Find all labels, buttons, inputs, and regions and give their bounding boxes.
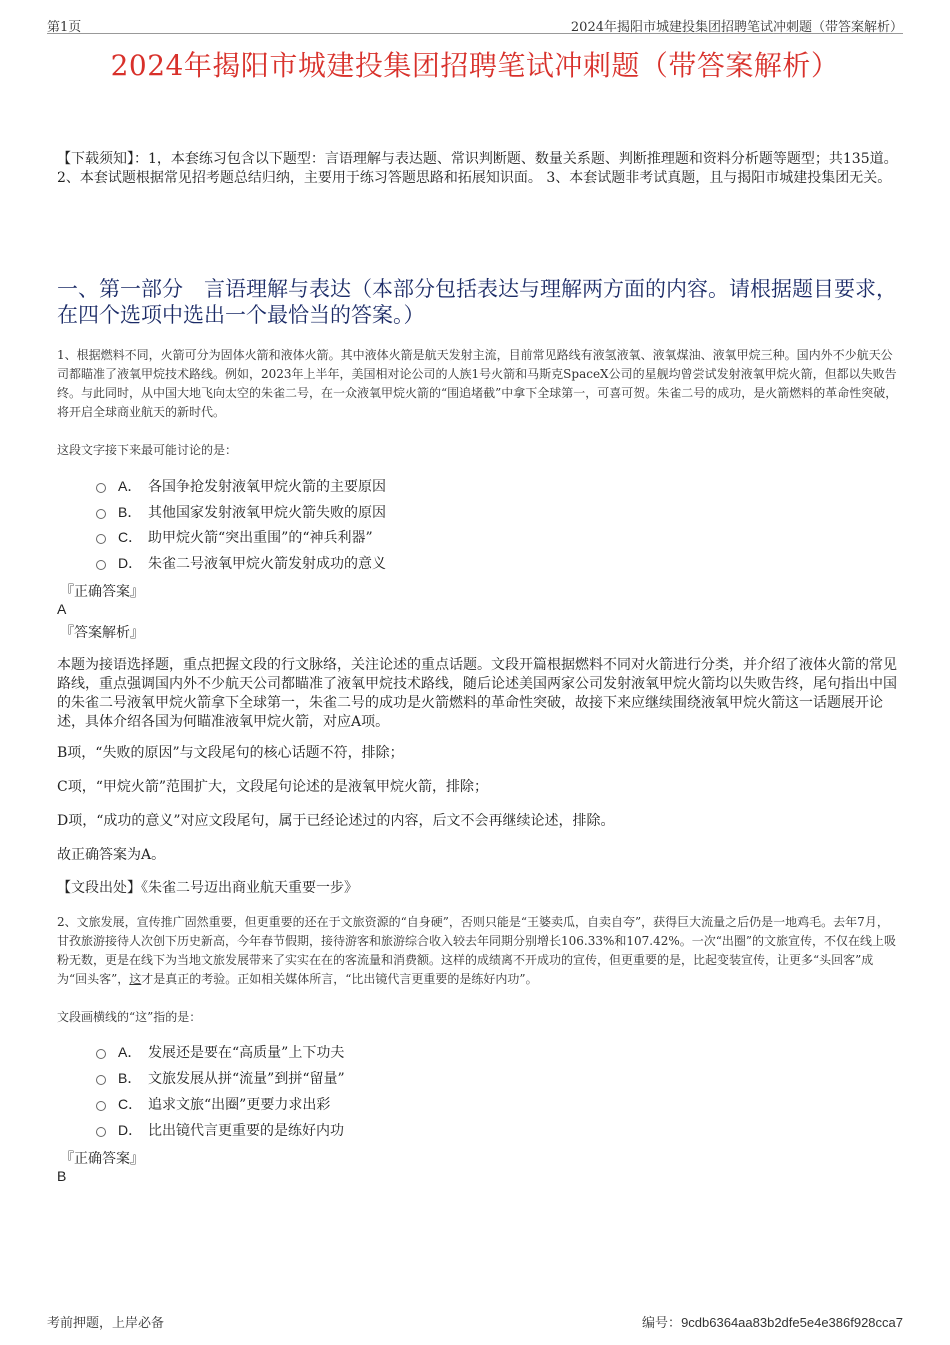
q1-source: 【文段出处】《朱雀二号迈出商业航天重要一步》 — [57, 880, 358, 896]
q1-analysis-d: D项，“成功的意义”对应文段尾句，属于已经论述过的内容，后文不会再继续论述，排除。 — [57, 813, 615, 829]
radio-icon[interactable] — [96, 483, 106, 493]
header-doc-title: 2024年揭阳市城建投集团招聘笔试冲刺题（带答案解析） — [570, 20, 903, 35]
q1-option-d[interactable]: D． 朱雀二号液氧甲烷火箭发射成功的意义 — [96, 553, 386, 573]
q1-analysis: 本题为接语选择题，重点把握文段的行文脉络，关注论述的重点话题。文段开篇根据燃料不同对火箭进行分类，并介绍了液体火箭的常见路线，重点强调国内外不少航天公司都瞄准了液氧甲烷技术路线，随后论述美国两家公司发射液氧甲烷火箭均以失败告终，尾句指出中国的朱雀二号液氧甲烷火箭拿下全球第一，朱雀二号的成功是火箭燃料的革命性突破，故接下来应继续围绕液氧甲烷火箭这一话题展开论述，具体介绍各国为何瞄准液氧甲烷火箭，对应A项。 — [57, 657, 897, 730]
q2-option-c[interactable]: C． 追求文旅“出圈”更要力求出彩 — [96, 1094, 330, 1114]
radio-icon[interactable] — [96, 1049, 106, 1059]
q1-analysis-b: B项，“失败的原因”与文段尾句的核心话题不符，排除； — [57, 745, 404, 761]
download-notice: 【下载须知】：1，本套练习包含以下题型：言语理解与表达题、常识判断题、数量关系题、判断推理题和资料分析题等题型；共135道。 2、本套试题根据常见招考题总结归纳，主要用于练习答题思路和拓展知识面。 3、本套试题非考试真题，且与揭阳市城建投集团无关。 — [57, 151, 898, 186]
q2-question: 文段画横线的“这”指的是： — [57, 1010, 202, 1024]
q1-option-b[interactable]: B． 其他国家发射液氧甲烷火箭失败的原因 — [96, 502, 386, 522]
radio-icon[interactable] — [96, 1101, 106, 1111]
q1-question: 这段文字接下来最可能讨论的是： — [57, 443, 238, 457]
q2-underlined-word: 这 — [129, 972, 142, 986]
footer-slogan: 考前押题，上岸必备 — [47, 1316, 165, 1331]
page-title: 2024年揭阳市城建投集团招聘笔试冲刺题（带答案解析） — [110, 49, 840, 82]
q2-option-b[interactable]: B． 文旅发展从拼“流量”到拼“留量” — [96, 1068, 345, 1088]
q1-analysis-label: 『答案解析』 — [60, 625, 144, 641]
q1-option-c[interactable]: C． 助甲烷火箭“突出重围”的“神兵利器” — [96, 527, 373, 547]
q2-option-a[interactable]: A． 发展还是要在“高质量”上下功夫 — [96, 1042, 344, 1062]
footer-code: 编号：9cdb6364aa83b2dfe5e4e386f928cca7 — [642, 1315, 903, 1331]
q1-option-a[interactable]: A． 各国争抢发射液氧甲烷火箭的主要原因 — [96, 476, 386, 496]
q2-passage: 2、文旅发展，宣传推广固然重要，但更重要的还在于文旅资源的“自身硬”，否则只能是“王婆卖瓜，自卖自夸”，获得巨大流量之后仍是一地鸡毛。去年7月，甘孜旅游接待人次创下历史新高，今年春节假期，接待游客和旅游综合收入较去年同期分别增长106.33%和107.42%。一次“出圈”的文旅宣传，不仅在线上吸粉无数，更是在线下为当地文旅发展带来了实实在在的客流量和消费额。这样的成绩离不开成功的宣传，但更重要的是，比起变装宣传，让更多“头回客”成为“回头客”，这才是真正的考验。正如相关媒体所言，“比出镜代言更重要的是练好内功”。 — [57, 915, 897, 986]
radio-icon[interactable] — [96, 560, 106, 570]
page-header — [47, 16, 903, 34]
q2-answer: B — [57, 1168, 67, 1184]
radio-icon[interactable] — [96, 1127, 106, 1137]
radio-icon[interactable] — [96, 1075, 106, 1085]
q1-answer: A — [57, 601, 67, 617]
section-title: 一、第一部分 言语理解与表达（本部分包括表达与理解两方面的内容。请根据题目要求，在四个选项中选出一个最恰当的答案。） — [57, 277, 897, 327]
q1-answer-label: 『正确答案』 — [60, 584, 144, 600]
q1-analysis-c: C项，“甲烷火箭”范围扩大，文段尾句论述的是液氧甲烷火箭，排除； — [57, 779, 489, 795]
page-number: 第1页 — [47, 20, 82, 35]
radio-icon[interactable] — [96, 509, 106, 519]
q2-answer-label: 『正确答案』 — [60, 1151, 144, 1167]
radio-icon[interactable] — [96, 534, 106, 544]
q2-option-d[interactable]: D． 比出镜代言更重要的是练好内功 — [96, 1120, 344, 1140]
q1-conclusion: 故正确答案为A。 — [57, 847, 166, 863]
q1-passage: 1、根据燃料不同，火箭可分为固体火箭和液体火箭。其中液体火箭是航天发射主流，目前常见路线有液氢液氧、液氧煤油、液氧甲烷三种。国内外不少航天公司都瞄准了液氧甲烷技术路线。例如，2023年上半年，美国相对论公司的人族1号火箭和马斯克SpaceX公司的星舰均曾尝试发射液氧甲烷火箭，但都以失败告终。与此同时，从中国大地飞向太空的朱雀二号，在一众液氧甲烷火箭的“围追堵截”中拿下全球第一，可喜可贺。朱雀二号的成功，是火箭燃料的革命性突破，将开启全球商业航天的新时代。 — [57, 348, 898, 419]
